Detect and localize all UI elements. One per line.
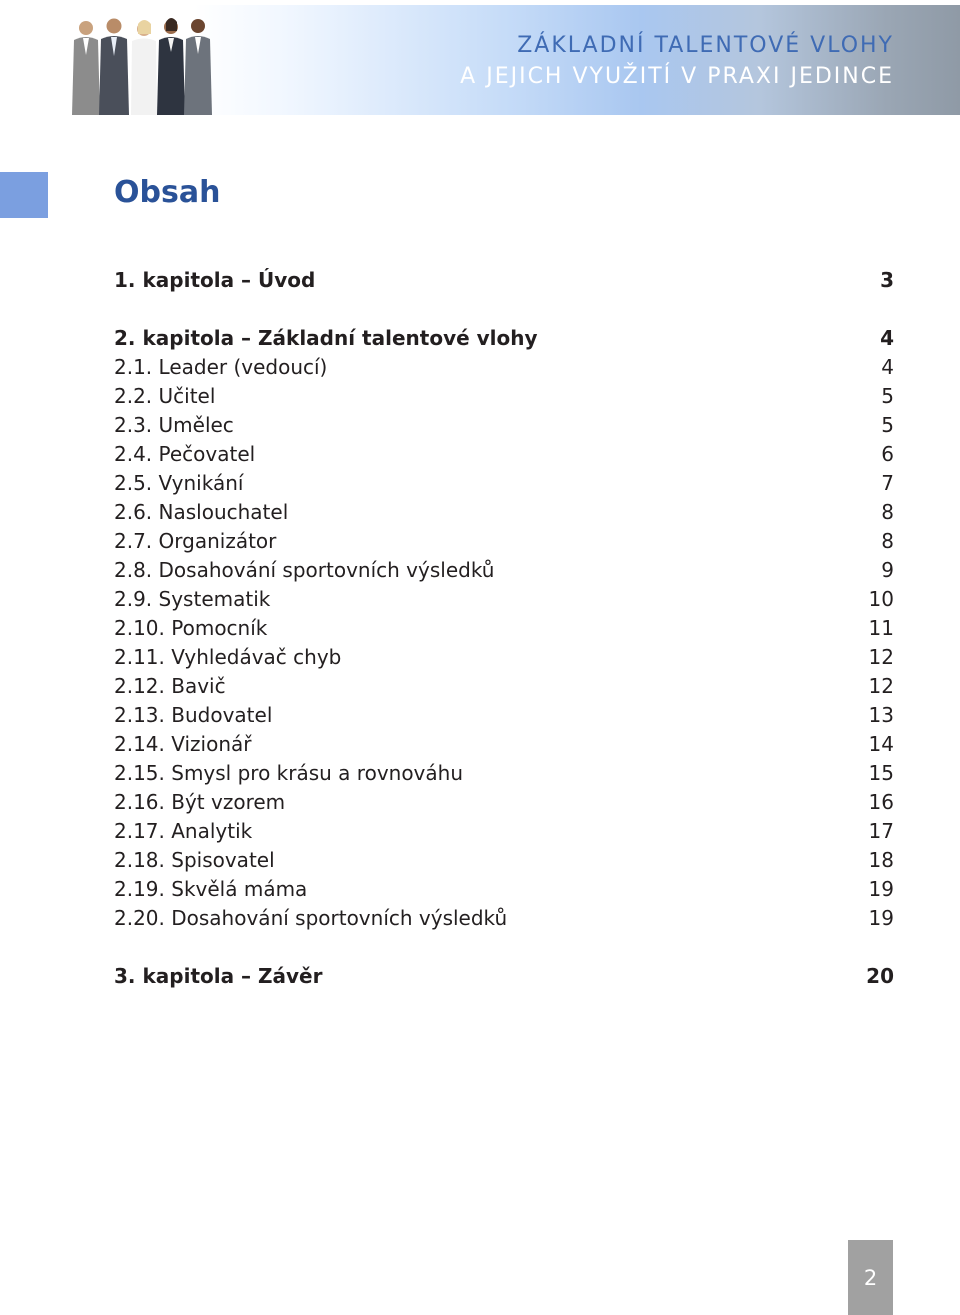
toc-page: 15 — [868, 761, 894, 785]
toc-item[interactable] — [114, 411, 894, 440]
toc-item[interactable] — [114, 846, 894, 875]
page-title: Obsah — [114, 175, 221, 210]
toc-page: 13 — [868, 703, 894, 727]
table-of-contents — [114, 266, 894, 991]
toc-item[interactable] — [114, 382, 894, 411]
toc-item[interactable] — [114, 643, 894, 672]
toc-page: 10 — [868, 587, 894, 611]
toc-page: 5 — [881, 413, 894, 437]
toc-page: 9 — [881, 558, 894, 582]
toc-chapter-1[interactable] — [114, 266, 894, 295]
toc-item[interactable] — [114, 817, 894, 846]
toc-label: 2.17. Analytik — [114, 819, 253, 843]
toc-page: 4 — [881, 355, 894, 379]
toc-label: 2.10. Pomocník — [114, 616, 268, 640]
toc-label: 2.11. Vyhledávač chyb — [114, 645, 342, 669]
toc-page: 12 — [868, 674, 894, 698]
side-accent-tab — [0, 172, 48, 218]
toc-item[interactable] — [114, 527, 894, 556]
toc-page: 19 — [868, 877, 894, 901]
toc-page: 7 — [881, 471, 894, 495]
toc-item[interactable] — [114, 469, 894, 498]
toc-item[interactable] — [114, 614, 894, 643]
toc-page: 18 — [868, 848, 894, 872]
toc-page: 4 — [880, 326, 894, 350]
toc-label: 2.5. Vynikání — [114, 471, 244, 495]
toc-page: 8 — [881, 500, 894, 524]
toc-item[interactable] — [114, 875, 894, 904]
toc-item[interactable] — [114, 788, 894, 817]
toc-item[interactable] — [114, 904, 894, 933]
toc-label: 2.12. Bavič — [114, 674, 226, 698]
toc-label: 2.16. Být vzorem — [114, 790, 286, 814]
toc-label: 2.7. Organizátor — [114, 529, 277, 553]
header-title-line2: A JEJICH VYUŽITÍ V PRAXI JEDINCE — [460, 64, 894, 89]
business-team-photo — [62, 10, 222, 115]
toc-item[interactable] — [114, 730, 894, 759]
toc-label: 2.1. Leader (vedoucí) — [114, 355, 328, 379]
toc-label: 2.3. Umělec — [114, 413, 234, 437]
toc-label: 2.4. Pečovatel — [114, 442, 256, 466]
toc-page: 8 — [881, 529, 894, 553]
header-title-line1: ZÁKLADNÍ TALENTOVÉ VLOHY — [517, 33, 894, 58]
toc-item[interactable] — [114, 701, 894, 730]
toc-label: 2.15. Smysl pro krásu a rovnováhu — [114, 761, 464, 785]
toc-label: 2.13. Budovatel — [114, 703, 273, 727]
toc-page: 12 — [868, 645, 894, 669]
toc-page: 11 — [868, 616, 894, 640]
toc-label: 3. kapitola – Závěr — [114, 964, 323, 988]
toc-label: 2.18. Spisovatel — [114, 848, 275, 872]
toc-label: 2.2. Učitel — [114, 384, 216, 408]
toc-item[interactable] — [114, 556, 894, 585]
toc-label: 2.8. Dosahování sportovních výsledků — [114, 558, 495, 582]
toc-item[interactable] — [114, 440, 894, 469]
toc-label: 2. kapitola – Základní talentové vlohy — [114, 326, 538, 350]
toc-label: 2.20. Dosahování sportovních výsledků — [114, 906, 508, 930]
toc-item[interactable] — [114, 759, 894, 788]
toc-page: 19 — [868, 906, 894, 930]
toc-label: 2.9. Systematik — [114, 587, 271, 611]
toc-item[interactable] — [114, 353, 894, 382]
toc-item[interactable] — [114, 585, 894, 614]
toc-label: 2.6. Naslouchatel — [114, 500, 289, 524]
page-number-badge: 2 — [848, 1240, 893, 1315]
toc-chapter-3[interactable] — [114, 962, 894, 991]
toc-label: 2.19. Skvělá máma — [114, 877, 308, 901]
toc-page: 16 — [868, 790, 894, 814]
toc-page: 14 — [868, 732, 894, 756]
toc-label: 2.14. Vizionář — [114, 732, 252, 756]
toc-page: 20 — [866, 964, 894, 988]
toc-page: 17 — [868, 819, 894, 843]
toc-item[interactable] — [114, 498, 894, 527]
toc-item[interactable] — [114, 672, 894, 701]
toc-page: 5 — [881, 384, 894, 408]
toc-page: 3 — [880, 268, 894, 292]
toc-label: 1. kapitola – Úvod — [114, 268, 316, 292]
toc-page: 6 — [881, 442, 894, 466]
toc-chapter-2[interactable] — [114, 324, 894, 353]
header-title — [460, 30, 894, 92]
